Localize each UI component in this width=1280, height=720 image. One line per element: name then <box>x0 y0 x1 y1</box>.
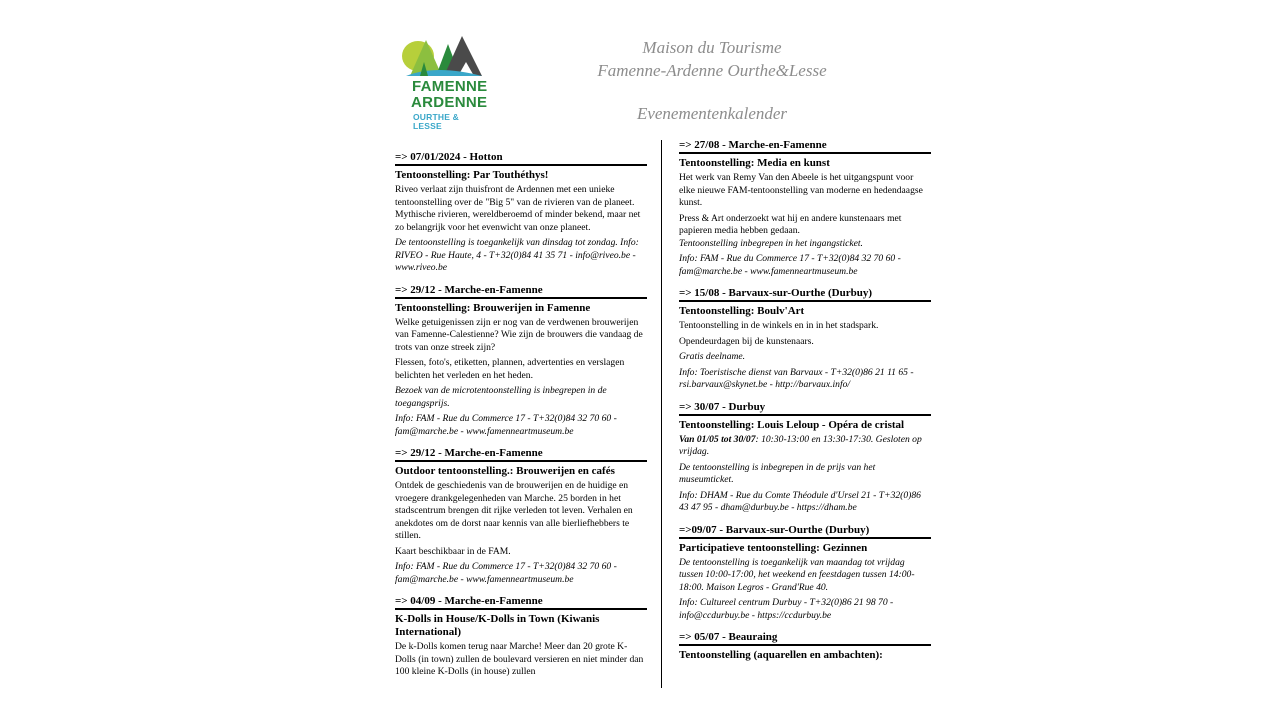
event-info: Info: FAM - Rue du Commerce 17 - T+32(0)84 32 70 60 - fam@marche.be - www.famenneartmuseum.be <box>395 561 617 585</box>
event-info: Info: DHAM - Rue du Comte Théodule d'Ursel 21 - T+32(0)86 43 47 95 - dham@durbuy.be - https://dham.be <box>679 489 921 513</box>
calendar-title: Evenementenkalender <box>636 104 788 123</box>
event-info: Info: FAM - Rue du Commerce 17 - T+32(0)84 32 70 60 - fam@marche.be - www.famenneartmuseum.be <box>395 413 617 437</box>
event-item <box>679 631 931 662</box>
event-item <box>679 287 931 392</box>
event-note: De tentoonstelling is inbegrepen in de prijs van het museumticket. <box>679 461 876 485</box>
event-description: Opendeurdagen bij de kunstenaars. <box>679 335 814 347</box>
event-date: => 05/07 - Beauraing <box>679 631 931 646</box>
org-name-line1: Maison du Tourisme <box>642 38 782 57</box>
logo-line3: OURTHE & LESSE <box>413 112 459 131</box>
event-info: De tentoonstelling is toegankelijk van dinsdag tot zondag. Info: RIVEO - Rue Haute, 4 - T+32(0)84 41 35 71 - info@riveo.be - www.riveo.be <box>395 237 639 273</box>
event-note: Gratis deelname. <box>679 351 746 362</box>
event-title: Tentoonstelling: Louis Leloup - Opéra de cristal <box>679 418 905 431</box>
event-description: Press & Art onderzoekt wat hij en andere kunstenaars met papieren media hebben gedaan. <box>679 212 902 236</box>
event-description: Riveo verlaat zijn thuisfront de Ardennen met een unieke tentoonstelling over de "Big 5" van de rivieren van de planeet. Mythische rivieren, wereldberoemd of minder bekend, maar net zo belangrijk voor het evenwicht van onze planeet. <box>395 184 641 233</box>
event-description: Welke getuigenissen zijn er nog van de verdwenen brouwerijen van Famenne-Calestienne? Wie zijn de brouwers die vandaag de trots van onze streek zijn? <box>395 316 643 353</box>
event-item <box>679 524 931 623</box>
event-date: => 29/12 - Marche-en-Famenne <box>395 284 647 299</box>
event-note: De tentoonstelling is toegankelijk van maandag tot vrijdag tussen 10:00-17:00, het weekend en feestdagen tussen 14:00-18:00. Maison Legros - Grand'Rue 40. <box>679 556 915 593</box>
event-hours <box>679 434 931 459</box>
event-note: Bezoek van de microtentoonstelling is inbegrepen in de toegangsprijs. <box>395 385 607 409</box>
event-item <box>679 139 931 278</box>
org-name-line2: Famenne-Ardenne Ourthe&Lesse <box>597 61 827 80</box>
left-column <box>395 151 647 688</box>
event-item <box>395 447 647 586</box>
event-title: K-Dolls in House/K-Dolls in Town (Kiwanis International) <box>395 613 600 638</box>
event-description: Flessen, foto's, etiketten, plannen, advertenties en verslagen belichten het verleden en het heden. <box>395 357 625 381</box>
event-description: Tentoonstelling in de winkels en in in het stadspark. <box>679 320 879 331</box>
event-info: Info: Toeristische dienst van Barvaux - T+32(0)86 21 11 65 - rsi.barvaux@skynet.be - http://barvaux.info/ <box>679 366 914 390</box>
event-title: Participatieve tentoonstelling: Gezinnen <box>679 541 868 554</box>
right-column <box>679 139 931 671</box>
event-info: Info: FAM - Rue du Commerce 17 - T+32(0)84 32 70 60 - fam@marche.be - www.famenneartmuseum.be <box>679 253 901 277</box>
event-title: Tentoonstelling: Boulv'Art <box>679 305 805 317</box>
event-date: => 29/12 - Marche-en-Famenne <box>395 447 647 462</box>
event-description: De k-Dolls komen terug naar Marche! Meer dan 20 grote K-Dolls (in town) zullen de boulevard versieren en niet minder dan 100 kleine K-Dolls (in house) zullen <box>395 641 644 677</box>
event-item <box>679 401 931 515</box>
event-description: Ontdek de geschiedenis van de brouwerijen en de huidige en vroegere drankgelegenheden van Marche. 25 borden in het stadscentrum brengen dit rijke verleden tot leven. Verhalen en anekdotes om de dorst naar kennis van alle bierliefhebbers te stillen. <box>395 480 633 541</box>
event-description: Het werk van Remy Van den Abeele is het uitgangspunt voor elke nieuwe FAM-tentoonstelling van moderne en hedendaagse kunst. <box>679 172 923 208</box>
event-title: Tentoonstelling (aquarellen en ambachten): <box>679 649 883 661</box>
mountains-logo-icon <box>396 32 488 80</box>
logo-line1: FAMENNE <box>412 78 488 95</box>
famenne-ardenne-logo <box>396 32 488 131</box>
event-date: => 07/01/2024 - Hotton <box>395 151 647 166</box>
event-hours-detail: : 10:30-13:00 en 13:30-17:30. Gesloten op vrijdag. <box>679 433 922 457</box>
event-title: Tentoonstelling: Par Touthéthys! <box>395 169 549 181</box>
document-page <box>392 0 938 720</box>
event-date: =>09/07 - Barvaux-sur-Ourthe (Durbuy) <box>679 524 931 539</box>
event-item <box>395 284 647 439</box>
event-date: => 04/09 - Marche-en-Famenne <box>395 595 647 610</box>
event-date: => 27/08 - Marche-en-Famenne <box>679 139 931 154</box>
event-title: Outdoor tentoonstelling.: Brouwerijen en cafés <box>395 465 615 477</box>
event-item <box>395 151 647 275</box>
event-date: => 30/07 - Durbuy <box>679 401 931 416</box>
event-hours-range: Van 01/05 tot 30/07 <box>679 433 756 445</box>
event-title: Tentoonstelling: Media en kunst <box>679 157 830 169</box>
event-info: Info: Cultureel centrum Durbuy - T+32(0)86 21 98 70 - info@ccdurbuy.be - https://ccdurbuy.be <box>679 597 894 621</box>
event-note: Tentoonstelling inbegrepen in het ingangsticket. <box>679 237 863 249</box>
event-date: => 15/08 - Barvaux-sur-Ourthe (Durbuy) <box>679 287 931 302</box>
logo-line2: ARDENNE <box>411 94 488 111</box>
event-title: Tentoonstelling: Brouwerijen in Famenne <box>395 301 591 314</box>
event-description: Kaart beschikbaar in de FAM. <box>395 545 511 557</box>
event-item <box>395 595 647 679</box>
column-divider <box>661 140 662 688</box>
